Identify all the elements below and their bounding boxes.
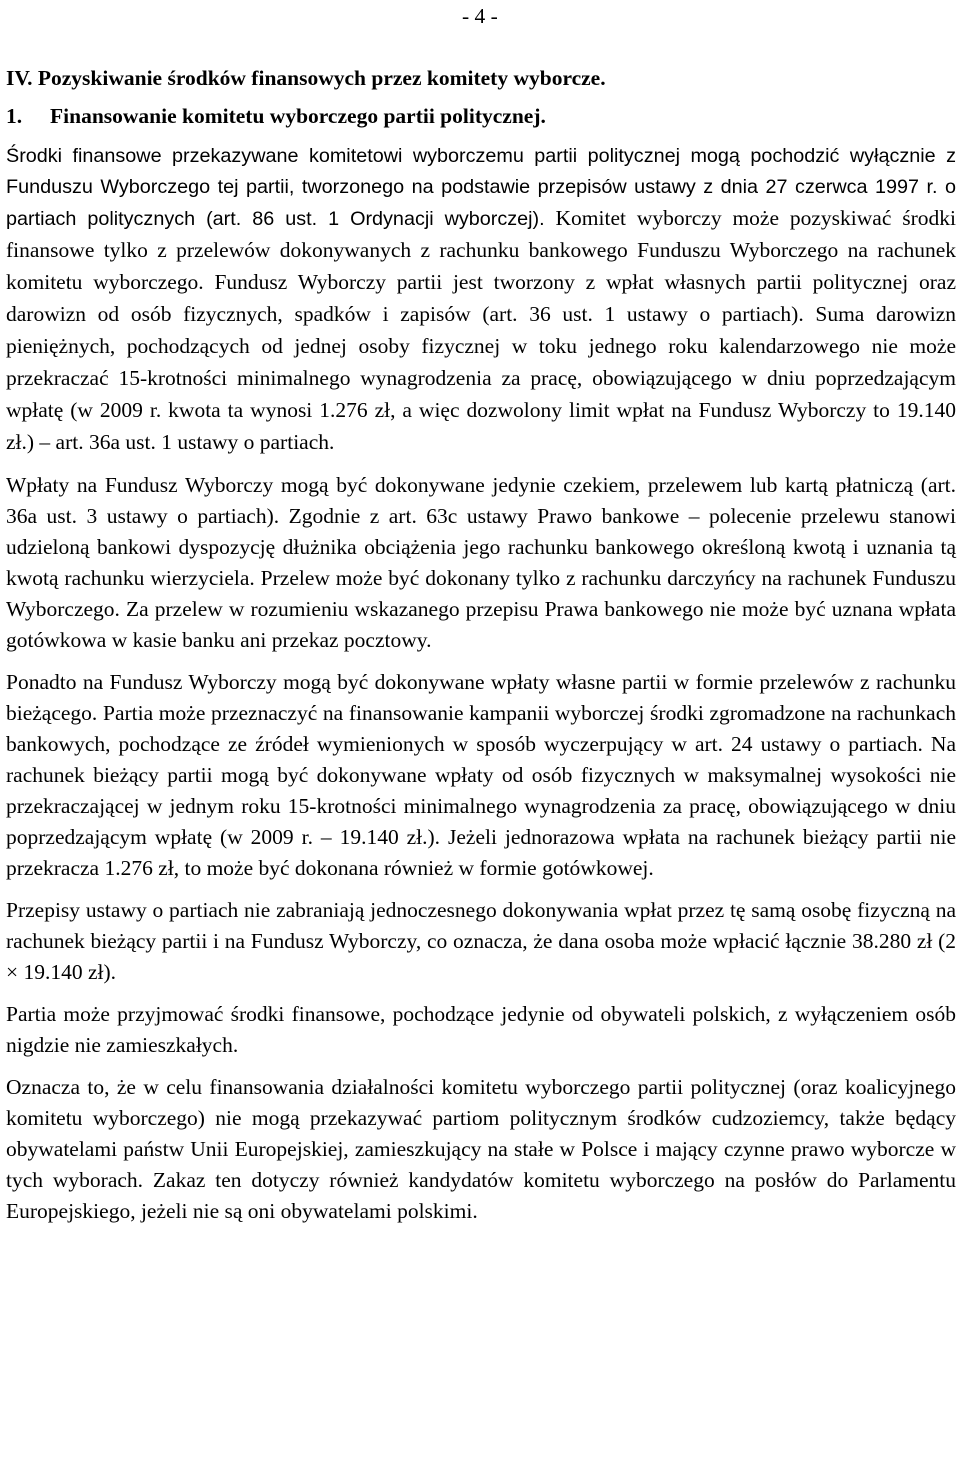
paragraph-4: Przepisy ustawy o partiach nie zabraniają jednoczesnego dokonywania wpłat przez tę samą osobę fizyczną na rachunek bieżący partii i na Fundusz Wyborczy, co oznacza, że dana osoba może wpłacić łącznie 38.280 zł (2 × 19.140 zł). [6,898,956,984]
paragraph-5: Partia może przyjmować środki finansowe, pochodzące jedynie od obywateli polskich, z wyłączeniem osób nigdzie nie zamieszkałych. [6,1002,956,1057]
page-number: - 4 - [462,4,498,28]
paragraph-1-lead: Środki finansowe przekazywane komitetowi wyborczemu partii politycznej mogą pochodzić wyłącznie z Funduszu Wyborczego tej partii, tworzonego na podstawie przepisów ustawy z dnia 27 czerwca 1997 r. o partiach politycznych (art. 86 ust. 1 Ordynacji wyborczej). [6,145,956,230]
section-heading: IV. Pozyskiwanie środków finansowych przez komitety wyborcze. [6,66,606,90]
paragraph-6: Oznacza to, że w celu finansowania działalności komitetu wyborczego partii politycznej (oraz koalicyjnego komitetu wyborczego) nie mogą przekazywać partiom politycznym środków cudzoziemcy, także będący obywatelami państw Unii Europejskiej, zamieszkujący na stałe w Polsce i mający czynne prawo wyborcze w tych wyborach. Zakaz ten dotyczy również kandydatów komitetu wyborczego na posłów do Parlamentu Europejskiego, jeżeli nie są oni obywatelami polskimi. [6,1075,956,1223]
paragraph-1 [6,141,956,459]
subsection-number: 1. [6,104,23,128]
subsection-heading [6,101,546,131]
paragraph-2: Wpłaty na Fundusz Wyborczy mogą być dokonywane jedynie czekiem, przelewem lub kartą płatniczą (art. 36a ust. 3 ustawy o partiach). Zgodnie z art. 63c ustawy Prawo bankowe – polecenie przelewu stanowi udzieloną bankowi dyspozycję dłużnika obciążenia jego rachunku bankowego określoną kwotą i uznania tą kwotą rachunku wierzyciela. Przelew może być dokonany tylko z rachunku darczyńcy na rachunek Funduszu Wyborczego. Za przelew w rozumieniu wskazanego przepisu Prawa bankowego nie może być uznana wpłata gotówkowa w kasie banku ani przekaz pocztowy. [6,473,956,652]
paragraph-3: Ponadto na Fundusz Wyborczy mogą być dokonywane wpłaty własne partii w formie przelewów z rachunku bieżącego. Partia może przeznaczyć na finansowanie kampanii wyborczej środki zgromadzone na rachunkach bankowych, pochodzące ze źródeł wymienionych w sposób wyczerpujący w art. 24 ustawy o partiach. Na rachunek bieżący partii mogą być dokonywane wpłaty od osób fizycznych w maksymalnej wysokości nie przekraczającej w jednym roku 15-krotności minimalnego wynagrodzenia za pracę, obowiązującego w dniu poprzedzającym wpłatę (w 2009 r. – 19.140 zł.). Jeżeli jednorazowa wpłata na rachunek bieżący partii nie przekracza 1.276 zł, to może być dokonana również w formie gotówkowej. [6,670,956,880]
document-body [6,141,956,1238]
paragraph-1-rest: Komitet wyborczy może pozyskiwać środki finansowe tylko z przelewów dokonywanych z rachunku bankowego Funduszu Wyborczego na rachunek komitetu wyborczego. Fundusz Wyborczy partii jest tworzony z wpłat własnych partii politycznej oraz darowizn od osób fizycznych, spadków i zapisów (art. 36 ust. 1 ustawy o partiach). Suma darowizn pieniężnych, pochodzących od jednej osoby fizycznej w toku jednego roku kalendarzowego nie może przekraczać 15-krotności minimalnego wynagrodzenia za pracę, obowiązującego w dniu poprzedzającym wpłatę (w 2009 r. kwota ta wynosi 1.276 zł, a więc dozwolony limit wpłat na Fundusz Wyborczy to 19.140 zł.) – art. 36a ust. 1 ustawy o partiach. [6,206,956,454]
subsection-title: Finansowanie komitetu wyborczego partii politycznej. [50,104,546,128]
